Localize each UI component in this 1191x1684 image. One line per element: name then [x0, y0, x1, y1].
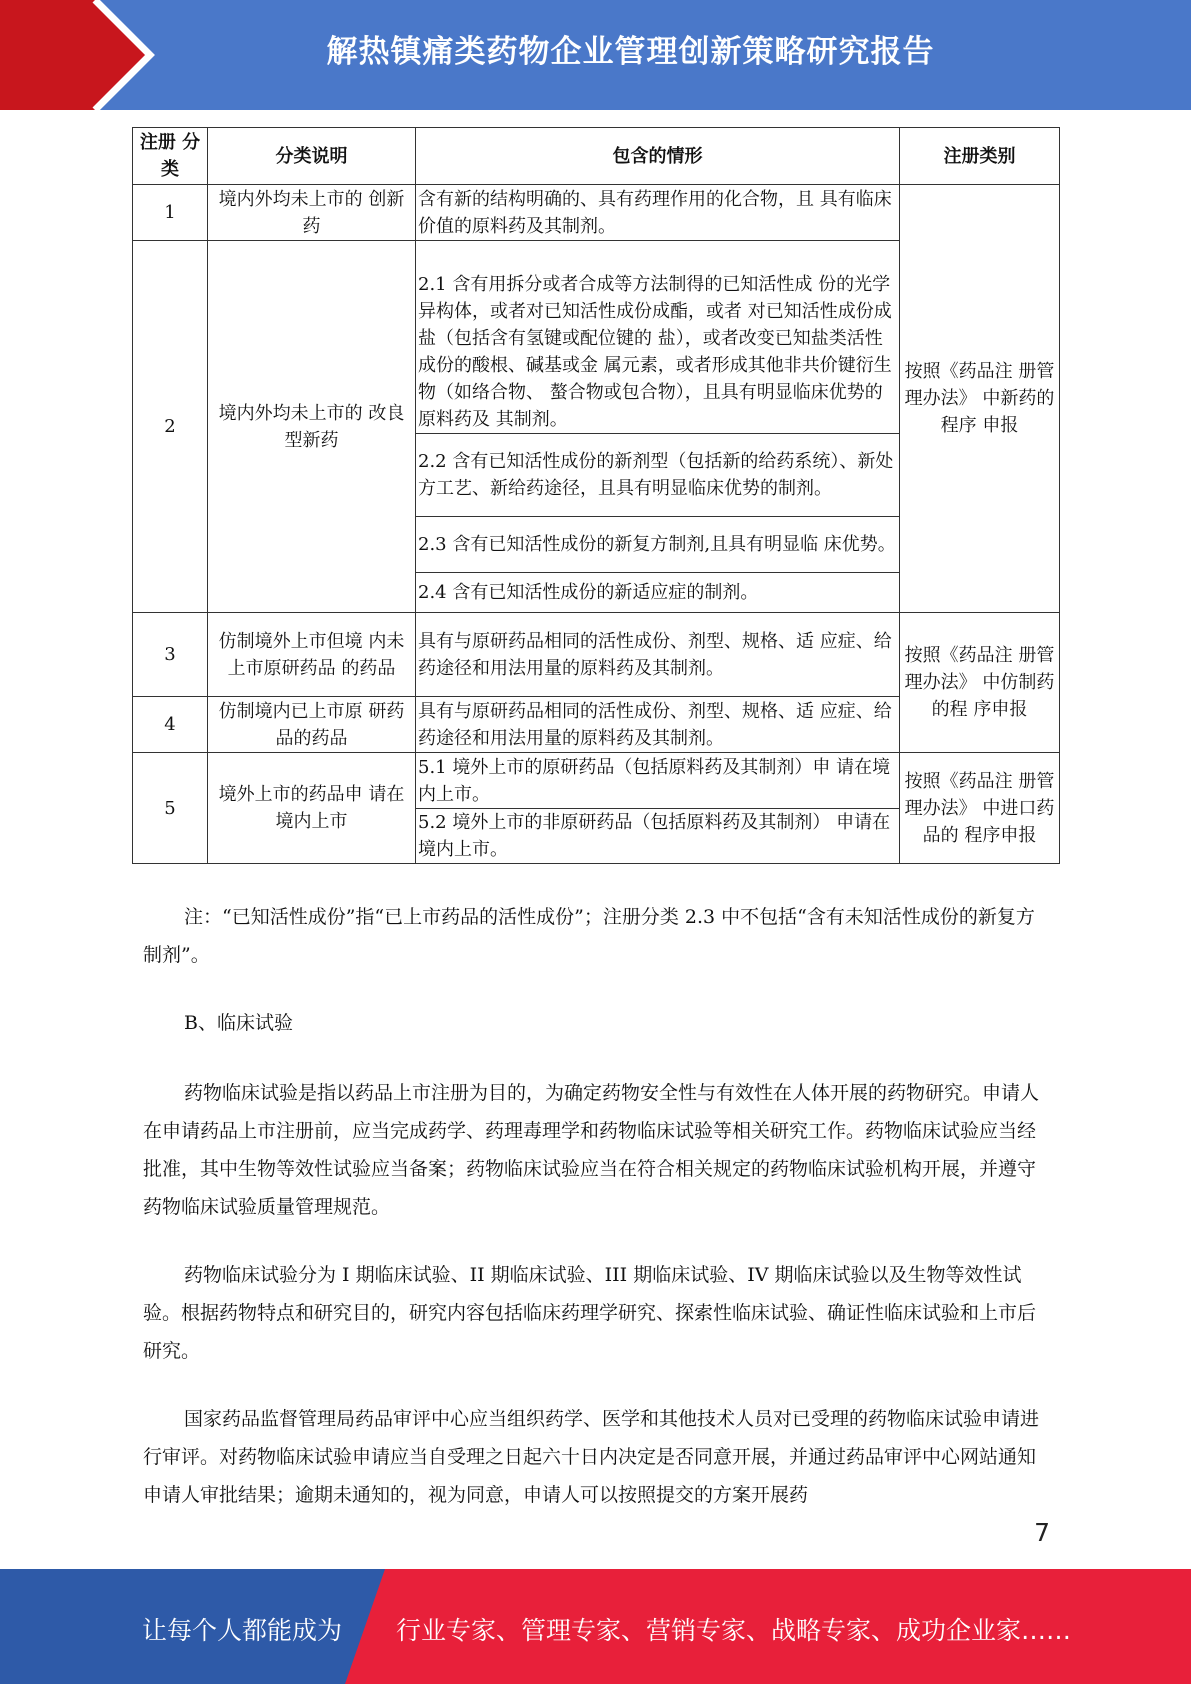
report-title: 解热镇痛类药物企业管理创新策略研究报告	[326, 34, 935, 70]
footer-slogan-right: 行业专家、管理专家、营销专家、战略专家、成功企业家……	[396, 1616, 1072, 1645]
category-case: 具有与原研药品相同的活性成份、剂型、规格、适 应症、给药途径和用法用量的原料药及其制剂。	[416, 613, 900, 697]
category-description: 仿制境外上市但境 内未上市原研药品 的药品	[208, 613, 416, 697]
body-paragraph: 药物临床试验是指以药品上市注册为目的，为确定药物安全性与有效性在人体开展的药物研究。申请人在申请药品上市注册前，应当完成药学、药理毒理学和药物临床试验等相关研究工作。药物临床试验应当经批准，其中生物等效性试验应当备案；药物临床试验应当在符合相关规定的药物临床试验机构开展，并遵守药物临床试验质量管理规范。	[143, 1082, 1040, 1218]
category-case: 具有与原研药品相同的活性成份、剂型、规格、适 应症、给药途径和用法用量的原料药及其制剂。	[416, 697, 900, 753]
category-case: 2.3 含有已知活性成份的新复方制剂,且具有明显临 床优势。	[416, 517, 900, 573]
category-case: 含有新的结构明确的、具有药理作用的化合物，且 具有临床价值的原料药及其制剂。	[416, 185, 900, 241]
table-header-row	[133, 128, 1060, 185]
table-row	[133, 753, 1060, 809]
column-header: 包含的情形	[416, 128, 900, 185]
registration-type: 按照《药品注 册管理办法》 中仿制药的程 序申报	[900, 613, 1060, 753]
body-paragraph: 药物临床试验分为 I 期临床试验、II 期临床试验、III 期临床试验、IV 期临床试验以及生物等效性试验。根据药物特点和研究目的，研究内容包括临床药理学研究、探索性临床试验、确证性临床试验和上市后研究。	[143, 1264, 1037, 1362]
category-case: 5.1 境外上市的原研药品（包括原料药及其制剂）申 请在境内上市。	[416, 753, 900, 809]
body-paragraph: 国家药品监督管理局药品审评中心应当组织药学、医学和其他技术人员对已受理的药物临床试验申请进行审评。对药物临床试验申请应当自受理之日起六十日内决定是否同意开展，并通过药品审评中心网站通知申请人审批结果；逾期未通知的，视为同意，申请人可以按照提交的方案开展药	[143, 1408, 1040, 1506]
category-description: 境内外均未上市的 创新药	[208, 185, 416, 241]
category-description: 仿制境内已上市原 研药品的药品	[208, 697, 416, 753]
page-footer	[0, 1569, 1191, 1684]
category-number: 5	[133, 753, 208, 864]
category-case: 2.2 含有已知活性成份的新剂型（包括新的给药系统）、新处方工艺、新给药途径，且具有明显临床优势的制剂。	[416, 434, 900, 517]
page-header	[0, 0, 1191, 110]
registration-type: 按照《药品注 册管理办法》 中进口药品的 程序申报	[900, 753, 1060, 864]
category-case: 5.2 境外上市的非原研药品（包括原料药及其制剂） 申请在境内上市。	[416, 809, 900, 864]
category-description: 境外上市的药品申 请在境内上市	[208, 753, 416, 864]
column-header: 注册 分类	[133, 128, 208, 185]
category-number: 2	[133, 241, 208, 613]
registration-type: 按照《药品注 册管理办法》 中新药的程序 申报	[900, 185, 1060, 613]
category-case: 2.4 含有已知活性成份的新适应症的制剂。	[416, 573, 900, 613]
category-number: 4	[133, 697, 208, 753]
column-header: 注册类别	[900, 128, 1060, 185]
page-number: 7	[1034, 1518, 1050, 1547]
table-row	[133, 185, 1060, 241]
category-description: 境内外均未上市的 改良型新药	[208, 241, 416, 613]
category-case: 2.1 含有用拆分或者合成等方法制得的已知活性成 份的光学异构体，或者对已知活性成份成酯，或者 对已知活性成份成盐（包括含有氢键或配位键的 盐），或者改变已知盐类活性成份的酸根、碱基或金 属元素，或者形成其他非共价键衍生物（如络合物、 螯合物或包合物），且具有明显临床优势的原料药及 其制剂。	[416, 241, 900, 434]
category-number: 1	[133, 185, 208, 241]
table-note: 注：“已知活性成份”指“已上市药品的活性成份”；注册分类 2.3 中不包括“含有未知活性成份的新复方制剂”。	[143, 906, 1035, 966]
table-row	[133, 613, 1060, 697]
category-number: 3	[133, 613, 208, 697]
section-heading: B、临床试验	[184, 1012, 293, 1034]
registration-table	[132, 127, 1060, 864]
column-header: 分类说明	[208, 128, 416, 185]
footer-slogan-left: 让每个人都能成为	[142, 1616, 343, 1645]
